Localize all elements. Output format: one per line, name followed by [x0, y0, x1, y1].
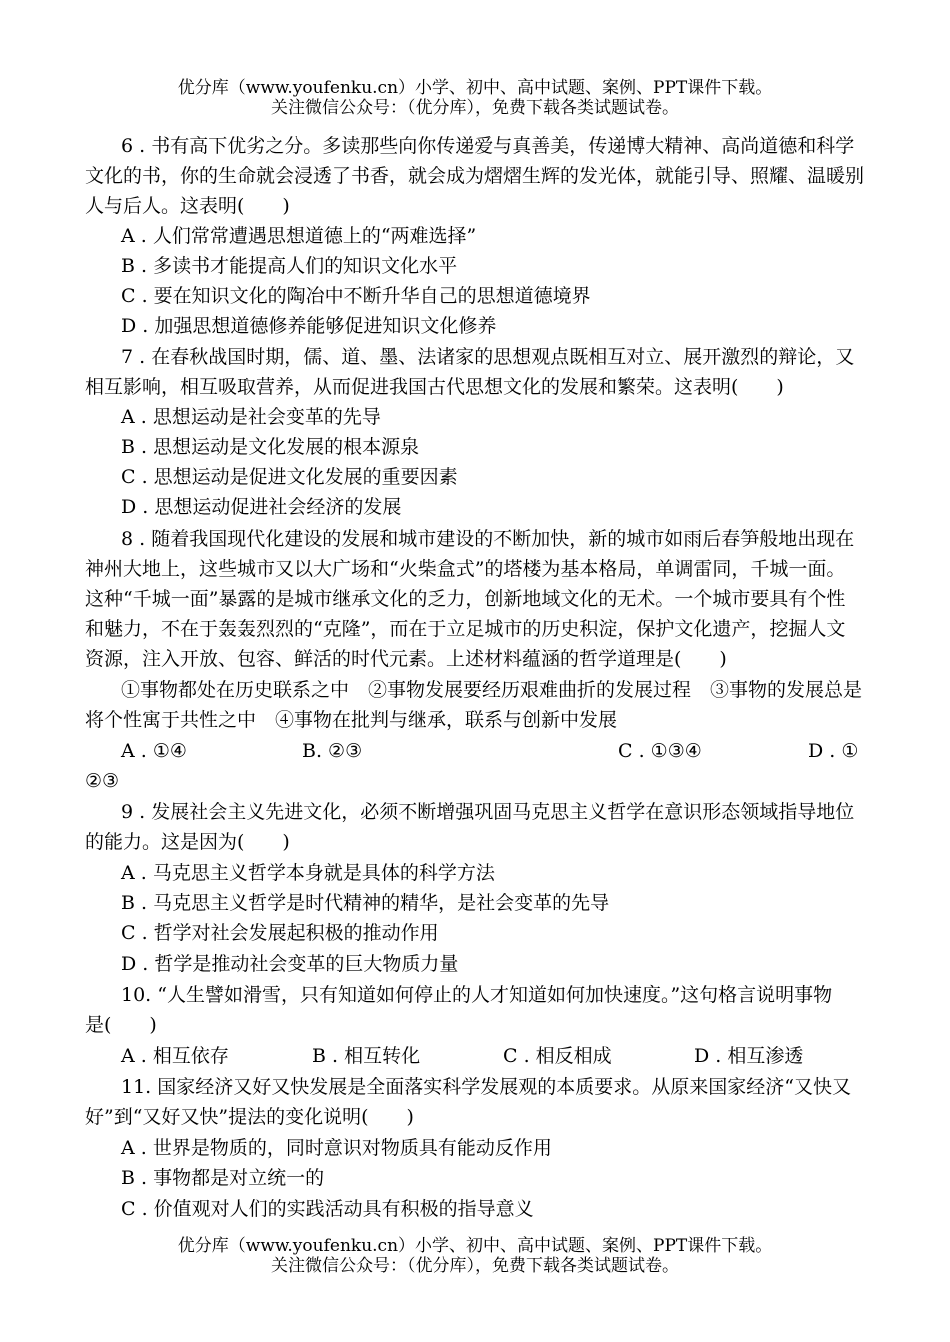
q8-statements-line-2: 将个性寓于共性之中 ④事物在批判与继承，联系与创新中发展 [85, 709, 618, 731]
q6-option-b: B . 多读书才能提高人们的知识文化水平 [121, 255, 458, 277]
q7-option-c: C . 思想运动是促进文化发展的重要因素 [121, 466, 458, 488]
page-footer [0, 1236, 950, 1276]
q8-statements-line-1: ①事物都处在历史联系之中 ②事物发展要经历艰难曲折的发展过程 ③事物的发展总是 [121, 679, 863, 701]
q7-stem-line-2: 相互影响，相互吸取营养，从而促进我国古代思想文化的发展和繁荣。这表明( ) [85, 376, 784, 398]
q10-option-a: A . 相互依存 [121, 1045, 229, 1067]
q6-option-c: C . 要在知识文化的陶冶中不断升华自己的思想道德境界 [121, 285, 591, 307]
q6-option-a: A . 人们常常遭遇思想道德上的“两难选择” [121, 225, 477, 247]
q6-stem-line-3: 人与后人。这表明( ) [85, 195, 290, 217]
q8-option-c: C . ①③④ [618, 740, 702, 762]
q7-option-a: A . 思想运动是社会变革的先导 [121, 406, 381, 428]
q8-option-d-continued: ②③ [85, 770, 120, 792]
q8-option-b: B. ②③ [302, 740, 363, 762]
footer-line-1: 优分库（www.youfenku.cn）小学、初中、高中试题、案例、PPT课件下载。 [177, 1236, 773, 1256]
q11-option-c: C . 价值观对人们的实践活动具有积极的指导意义 [121, 1198, 534, 1220]
q7-option-b: B . 思想运动是文化发展的根本源泉 [121, 436, 420, 458]
q11-stem-line-2: 好”到“又好又快”提法的变化说明( ) [85, 1106, 414, 1128]
q9-option-a: A . 马克思主义哲学本身就是具体的科学方法 [121, 862, 495, 884]
q10-stem-line-1: 10. “人生譬如滑雪，只有知道如何停止的人才知道如何加快速度。”这句格言说明事物 [121, 984, 833, 1006]
q11-option-b: B . 事物都是对立统一的 [121, 1167, 325, 1189]
q8-stem-line-5: 资源，注入开放、包容、鲜活的时代元素。上述材料蕴涵的哲学道理是( ) [85, 648, 727, 670]
q7-stem-line-1: 7 . 在春秋战国时期，儒、道、墨、法诸家的思想观点既相互对立、展开激烈的辩论，又 [121, 346, 855, 368]
header-line-1: 优分库（www.youfenku.cn）小学、初中、高中试题、案例、PPT课件下载。 [177, 78, 773, 98]
q10-option-c: C . 相反相成 [503, 1045, 612, 1067]
q10-option-b: B . 相互转化 [312, 1045, 421, 1067]
q6-stem-line-1: 6 . 书有高下优劣之分。多读那些向你传递爱与真善美，传递博大精神、高尚道德和科学 [121, 135, 855, 157]
q11-option-a: A . 世界是物质的，同时意识对物质具有能动反作用 [121, 1137, 552, 1159]
q9-stem-line-1: 9 . 发展社会主义先进文化，必须不断增强巩固马克思主义哲学在意识形态领域指导地位 [121, 801, 855, 823]
q6-option-d: D . 加强思想道德修养能够促进知识文化修养 [121, 315, 497, 337]
q9-stem-line-2: 的能力。这是因为( ) [85, 831, 290, 853]
header-line-2: 关注微信公众号：（优分库），免费下载各类试题试卷。 [271, 98, 679, 118]
q8-stem-line-2: 神州大地上，这些城市又以大广场和“火柴盒式”的塔楼为基本格局，单调雷同，千城一面。 [85, 558, 846, 580]
q8-option-d: D . ① [808, 740, 859, 762]
q6-stem-line-2: 文化的书，你的生命就会浸透了书香，就会成为熠熠生辉的发光体，就能引导、照耀、温暖别 [85, 165, 865, 187]
page-header [0, 78, 950, 118]
q8-stem-line-3: 这种“千城一面”暴露的是城市继承文化的乏力，创新地域文化的无术。一个城市要具有个性 [85, 588, 846, 610]
q9-option-c: C . 哲学对社会发展起积极的推动作用 [121, 922, 439, 944]
footer-line-2: 关注微信公众号：（优分库），免费下载各类试题试卷。 [271, 1256, 679, 1276]
q8-stem-line-4: 和魅力，不在于轰轰烈烈的“克隆”，而在于立足城市的历史积淀，保护文化遗产，挖掘人文 [85, 618, 846, 640]
q9-option-b: B . 马克思主义哲学是时代精神的精华，是社会变革的先导 [121, 892, 610, 914]
q9-option-d: D . 哲学是推动社会变革的巨大物质力量 [121, 953, 459, 975]
q10-option-d: D . 相互渗透 [694, 1045, 804, 1067]
q11-stem-line-1: 11. 国家经济又好又快发展是全面落实科学发展观的本质要求。从原来国家经济“又快又 [121, 1076, 851, 1098]
q8-stem-line-1: 8 . 随着我国现代化建设的发展和城市建设的不断加快，新的城市如雨后春笋般地出现在 [121, 528, 855, 550]
q7-option-d: D . 思想运动促进社会经济的发展 [121, 496, 402, 518]
q8-option-a: A . ①④ [121, 740, 187, 762]
q10-stem-line-2: 是( ) [85, 1014, 157, 1036]
